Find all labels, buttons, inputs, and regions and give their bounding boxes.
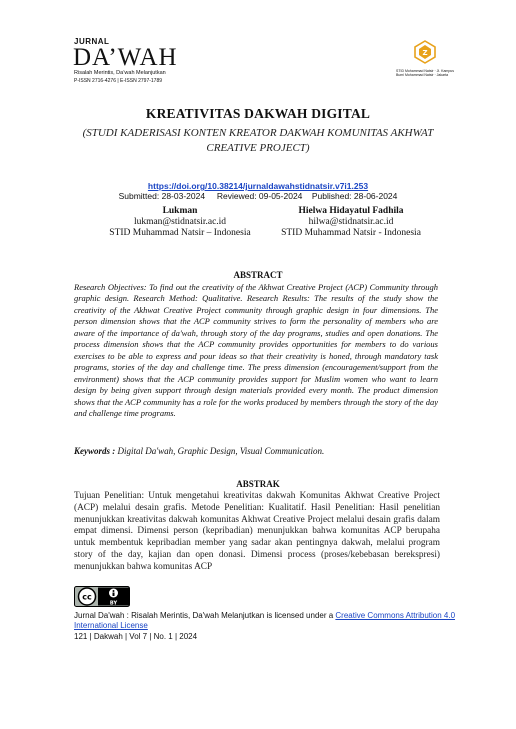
author-email: hilwa@stidnatsir.ac.id xyxy=(308,217,394,227)
cc-by-license-icon[interactable] xyxy=(74,586,130,607)
keywords-text: Digital Da'wah, Graphic Design, Visual Communication. xyxy=(115,446,325,456)
abstract-indonesian: Tujuan Penelitian: Untuk mengetahui kreativitas dakwah Komunitas Akhwat Creative Project (ACP) melalui desain grafis. Metode Penelitian: Kualitatif. Hasil Penelitian: Hasil penelitian menunjukkan kreativitas dakwah komunitas Akhwat Creative Project melalui desain grafis dalam empat dimensi. Dimensi person (kepribadian) menunjukkan bahwa komunitas ACP berupaha untuk membentuk kepribadian member yang sadar akan pentingnya dakwah, melalui program story of the day, kajian dan open donasi. Dimensi process (proses/kebebasan berekspresi) menunjukkan bahwa komunitas ACP xyxy=(74,491,440,572)
abstract-heading: ABSTRACT xyxy=(233,270,283,280)
author-1 xyxy=(86,206,274,239)
license-link[interactable]: Creative Commons Attribution 4.0 International License xyxy=(74,611,456,630)
journal-tagline: Risalah Merintis, Da’wah Melanjutkan xyxy=(74,70,166,76)
article-title: KREATIVITAS DAKWAH DIGITAL xyxy=(145,106,371,121)
keywords-label: Keywords : xyxy=(74,446,116,456)
page-footer: 121 | Dakwah | Vol 7 | No. 1 | 2024 xyxy=(74,632,198,641)
license-text: Jurnal Da'wah : Risalah Merintis, Da'wah Melanjutkan is licensed under a xyxy=(74,611,336,620)
publisher-caption: STID Mohammad Natsir · Jl. Kampus Bumi Mohammad Natsir · Jakarta xyxy=(396,69,454,77)
doi-link[interactable]: https://doi.org/10.38214/jurnaldawahstidnatsir.v7i1.253 xyxy=(147,181,369,191)
author-name: Hielwa Hidayatul Fadhila xyxy=(298,206,404,216)
journal-name: DA’WAH xyxy=(73,44,178,71)
journal-issn: P-ISSN 2716-4276 | E-ISSN 2797-1789 xyxy=(74,78,163,84)
cc-badge-right-text: BY xyxy=(109,600,118,607)
abstrak-heading: ABSTRAK xyxy=(236,479,280,489)
keywords xyxy=(74,446,324,456)
journal-label: JURNAL xyxy=(74,37,110,46)
author-email: lukman@stidnatsir.ac.id xyxy=(133,217,227,227)
article-subtitle: (STUDI KADERISASI KONTEN KREATOR DAKWAH KOMUNITAS AKHWAT CREATIVE PROJECT) xyxy=(82,127,434,154)
author-affiliation: STID Muhammad Natsir – Indonesia xyxy=(109,228,251,238)
institution-logo-icon xyxy=(413,40,437,64)
abstract-english: Research Objectives: To find out the creativity of the Akhwat Creative Project (ACP) Community through graphic design. Research Method: Qualitative. Research Results: The results of the study show the creativity of the Akhwat Creative Project community through graphic design in four dimensions. The person dimension shows that the ACP community strives to form the personality of members who are aware of the importance of da'wah, through story of the day programs, studies and open donations. The process dimension shows that the ACP community provides opportunities for members to do various exercises to be able to express and pour ideas so that their creativity is honed, through mandatory task programs, stories of the day and challenge time. The press dimension (encouragement/support from the environment) shows that the ACP community provides support for Muslim women who want to learn design by being given support through design materials provided every month. The product dimension shows that the ACP community has a role for the works produced by members through the story of the day and challenge time programs. xyxy=(74,282,438,418)
license-statement xyxy=(74,611,474,631)
article-dates: Submitted: 28-03-2024 Reviewed: 09-05-2024 Published: 28-06-2024 xyxy=(118,191,398,201)
author-2 xyxy=(263,206,439,239)
svg-text:Z: Z xyxy=(422,49,428,57)
author-affiliation: STID Muhammad Natsir - Indonesia xyxy=(281,228,421,238)
cc-badge-left-text: cc xyxy=(82,592,92,602)
author-name: Lukman xyxy=(162,206,198,216)
